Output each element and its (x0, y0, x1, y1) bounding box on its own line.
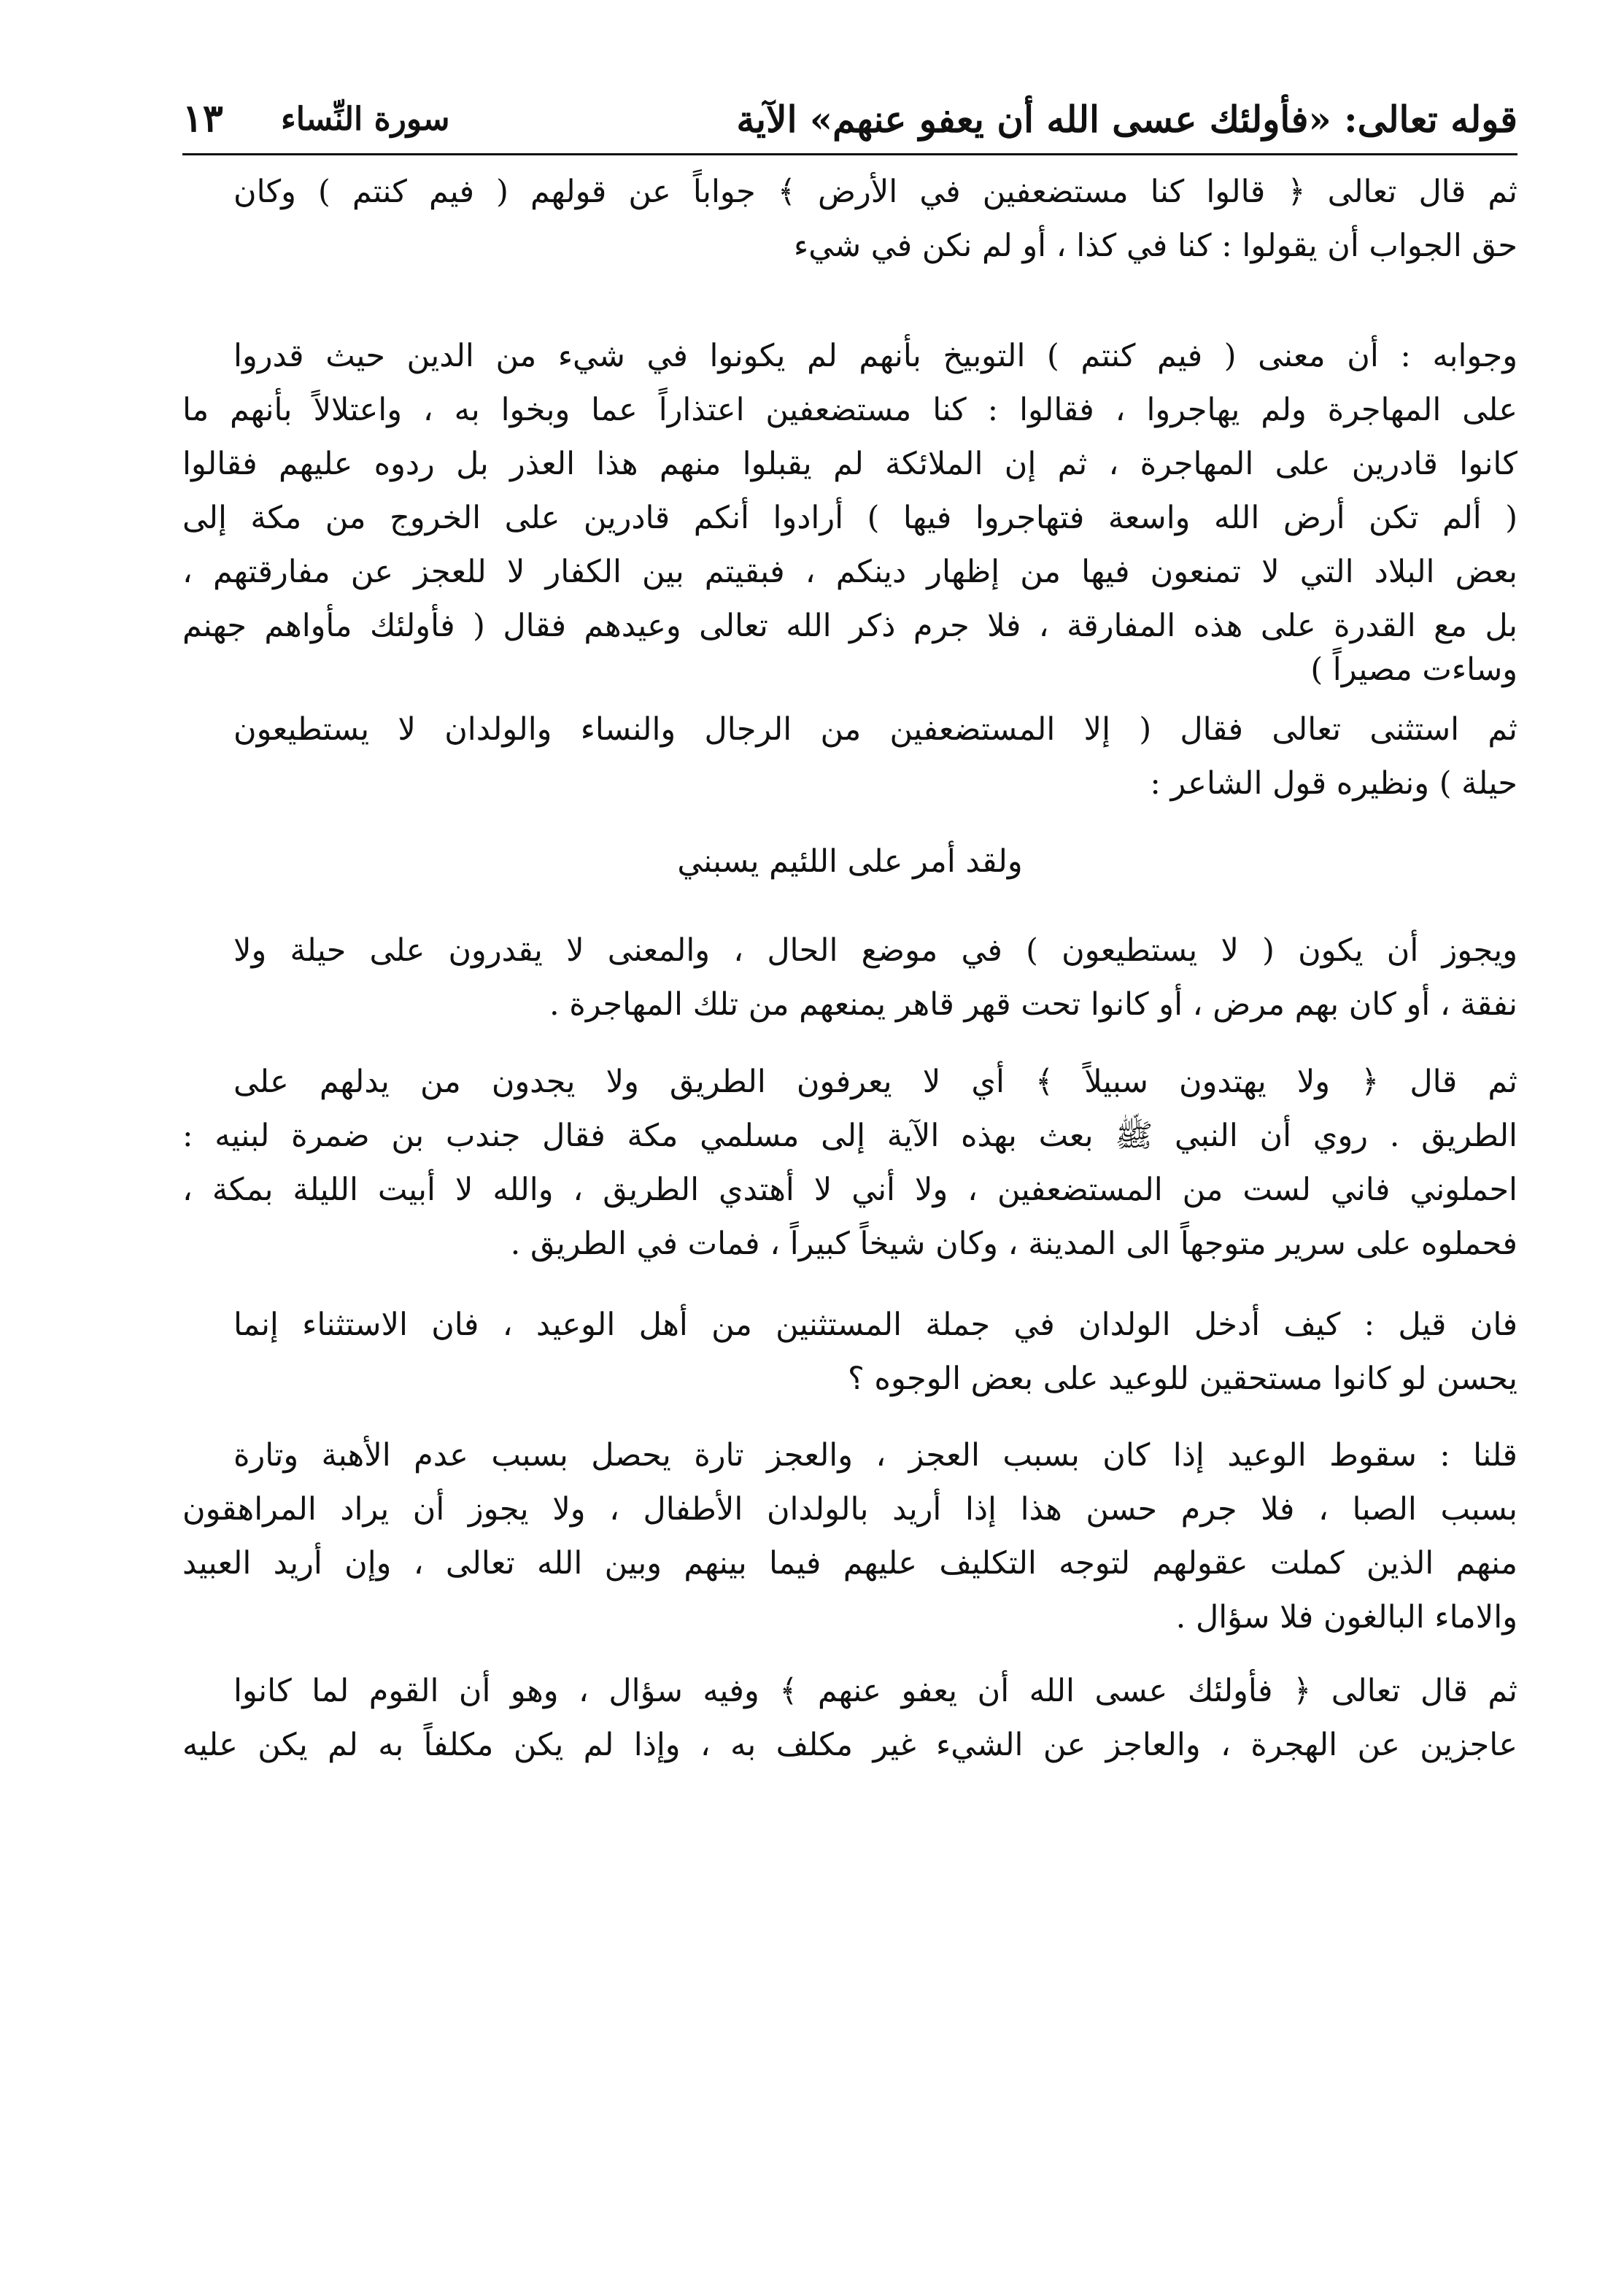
text-line: ثم قال تعالى ﴿ قالوا كنا مستضعفين في الأرض ﴾ جواباً عن قولهم ( فيم كنتم ) وكان (233, 174, 1517, 210)
text-line: عاجزين عن الهجرة ، والعاجز عن الشيء غير مكلف به ، وإذا لم يكن مكلفاً به لم يكن عليه (182, 1727, 1517, 1763)
text-line: بعض البلاد التي لا تمنعون فيها من إظهار دينكم ، فبقيتم بين الكفار لا للعجز عن مفارقتهم ، (182, 554, 1517, 590)
text-line: نفقة ، أو كان بهم مرض ، أو كانوا تحت قهر قاهر يمنعهم من تلك المهاجرة . (549, 986, 1517, 1023)
text-line: فان قيل : كيف أدخل الولدان في جملة المستثنين من أهل الوعيد ، فان الاستثناء إنما (233, 1307, 1517, 1343)
header-title: قوله تعالى: «فأولئك عسى الله أن يعفو عنهم» الآية (736, 98, 1517, 141)
text-line: ثم قال تعالى ﴿ فأولئك عسى الله أن يعفو عنهم ﴾ وفيه سؤال ، وهو أن القوم لما كانوا (233, 1673, 1517, 1709)
text-line: قلنا : سقوط الوعيد إذا كان بسبب العجز ، والعجز تارة يحصل بسبب عدم الأهبة وتارة (233, 1437, 1517, 1474)
text-line: كانوا قادرين على المهاجرة ، ثم إن الملائكة لم يقبلوا منهم هذا العذر بل ردوه عليهم فقالوا (182, 446, 1517, 482)
text-line: حيلة ) ونظيره قول الشاعر : (1150, 765, 1517, 802)
text-line: ثم قال ﴿ ولا يهتدون سبيلاً ﴾ أي لا يعرفون الطريق ولا يجدون من يدلهم على (233, 1064, 1517, 1100)
text-line: على المهاجرة ولم يهاجروا ، فقالوا : كنا مستضعفين اعتذاراً عما وبخوا به ، واعتلالاً بأنهم ما (182, 392, 1517, 428)
text-line: وجوابه : أن معنى ( فيم كنتم ) التوبيخ بأنهم لم يكونوا في شيء من الدين حيث قدروا (233, 338, 1517, 374)
poetry-verse: ولقد أمر على اللئيم يسبني (677, 843, 1023, 880)
text-line: وساءت مصيراً ) (1310, 651, 1517, 688)
text-line: فحملوه على سرير متوجهاً الى المدينة ، وكان شيخاً كبيراً ، فمات في الطريق . (510, 1226, 1517, 1262)
text-line: يحسن لو كانوا مستحقين للوعيد على بعض الوجوه ؟ (847, 1361, 1517, 1397)
text-line: الطريق . روي أن النبي ﷺ بعث بهذه الآية إلى مسلمي مكة فقال جندب بن ضمرة لبنيه : (182, 1118, 1517, 1154)
text-line: ثم استثنى تعالى فقال ( إلا المستضعفين من الرجال والنساء والولدان لا يستطيعون (233, 711, 1517, 748)
text-line: بسبب الصبا ، فلا جرم حسن هذا إذا أريد بالولدان الأطفال ، ولا يجوز أن يراد المراهقون (182, 1491, 1517, 1528)
text-line: والاماء البالغون فلا سؤال . (1175, 1599, 1517, 1636)
text-line: ويجوز أن يكون ( لا يستطيعون ) في موضع الحال ، والمعنى لا يقدرون على حيلة ولا (233, 932, 1517, 969)
text-line: منهم الذين كملت عقولهم لتوجه التكليف عليهم فيما بينهم وبين الله تعالى ، وإن أريد العبيد (182, 1545, 1517, 1582)
running-header (182, 80, 1517, 155)
text-line: احملوني فاني لست من المستضعفين ، ولا أني لا أهتدي الطريق ، والله لا أبيت الليلة بمكة ، (182, 1172, 1517, 1208)
header-surah-name: سورة النِّساء (281, 101, 450, 138)
text-line: بل مع القدرة على هذه المفارقة ، فلا جرم ذكر الله تعالى وعيدهم فقال ( فأولئك مأواهم جهنم (182, 608, 1517, 644)
text-line: ( ألم تكن أرض الله واسعة فتهاجروا فيها ) أرادوا أنكم قادرين على الخروج من مكة إلى (182, 500, 1517, 536)
text-line: حق الجواب أن يقولوا : كنا في كذا ، أو لم نكن في شيء (794, 228, 1517, 264)
book-page (182, 80, 1517, 1763)
page-number: ١٣ (182, 96, 223, 141)
